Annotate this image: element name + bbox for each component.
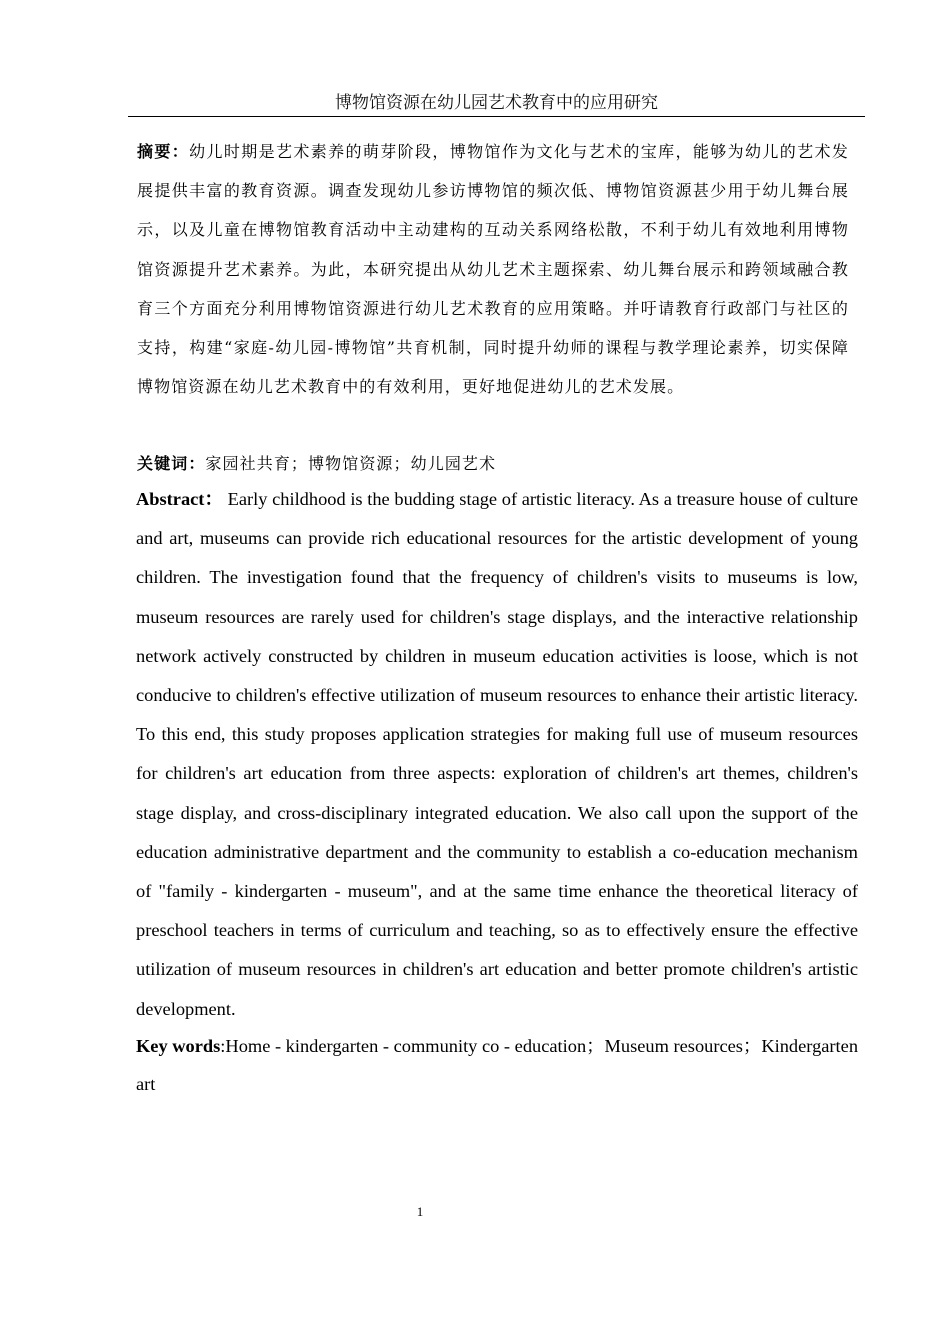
- chinese-keywords: [137, 444, 496, 483]
- chinese-abstract-text: 幼儿时期是艺术素养的萌芽阶段，博物馆作为文化与艺术的宝库，能够为幼儿的艺术发展提供丰富的教育资源。调查发现幼儿参访博物馆的频次低、博物馆资源甚少用于幼儿舞台展示，以及儿童在博物馆教育活动中主动建构的互动关系网络松散，不利于幼儿有效地利用博物馆资源提升艺术素养。为此，本研究提出从幼儿艺术主题探索、幼儿舞台展示和跨领域融合教育三个方面充分利用博物馆资源进行幼儿艺术教育的应用策略。并吁请教育行政部门与社区的支持，构建“家庭-幼儿园-博物馆”共育机制，同时提升幼师的课程与教学理论素养，切实保障博物馆资源在幼儿艺术教育中的有效利用，更好地促进幼儿的艺术发展。: [137, 142, 849, 397]
- chinese-keywords-label-separator: ：: [188, 454, 206, 473]
- english-keywords: [136, 1028, 858, 1103]
- english-keywords-label: Key words: [136, 1036, 221, 1056]
- english-abstract: [136, 480, 858, 1029]
- chinese-keywords-label-text: 关键词: [137, 454, 189, 473]
- chinese-abstract-label-text: 摘要: [137, 142, 172, 161]
- english-abstract-label-separator: ：: [204, 489, 223, 509]
- english-abstract-label-text: Abstract: [136, 489, 205, 509]
- chinese-abstract: [137, 132, 849, 406]
- english-keywords-separator: :: [220, 1036, 226, 1056]
- chinese-abstract-label: [137, 142, 189, 161]
- page-header: [128, 91, 865, 117]
- english-abstract-label: [136, 489, 223, 509]
- chinese-abstract-label-separator: ：: [171, 142, 190, 161]
- page-number: 1: [416, 1204, 424, 1219]
- chinese-keywords-label: [137, 454, 205, 473]
- page-header-title: 博物馆资源在幼儿园艺术教育中的应用研究: [335, 93, 658, 113]
- english-keywords-text: Home - kindergarten - community co - education；Museum resources；Kindergarten art: [136, 1036, 859, 1094]
- chinese-keywords-text: 家园社共育；博物馆资源；幼儿园艺术: [205, 454, 497, 473]
- english-abstract-text: Early childhood is the budding stage of artistic literacy. As a treasure house of culture and art, museums can provide rich educational resources for the artistic development of young children. The investigation found that the frequency of children's visits to museums is low, museum resources are rarely used for children's stage displays, and the interactive relationship network actively constructed by children in museum education activities is loose, which is not conducive to children's effective utilization of museum resources to enhance their artistic literacy. To this end, this study proposes application strategies for making full use of museum resources for children's art education from three aspects: exploration of children's art themes, children's stage display, and cross-disciplinary integrated education. We also call upon the support of the education administrative department and the community to establish a co-education mechanism of "family - kindergarten - museum", and at the same time enhance the theoretical literacy of preschool teachers in terms of curriculum and teaching, so as to effectively ensure the effective utilization of museum resources in children's art education and better promote children's artistic development.: [136, 489, 858, 1019]
